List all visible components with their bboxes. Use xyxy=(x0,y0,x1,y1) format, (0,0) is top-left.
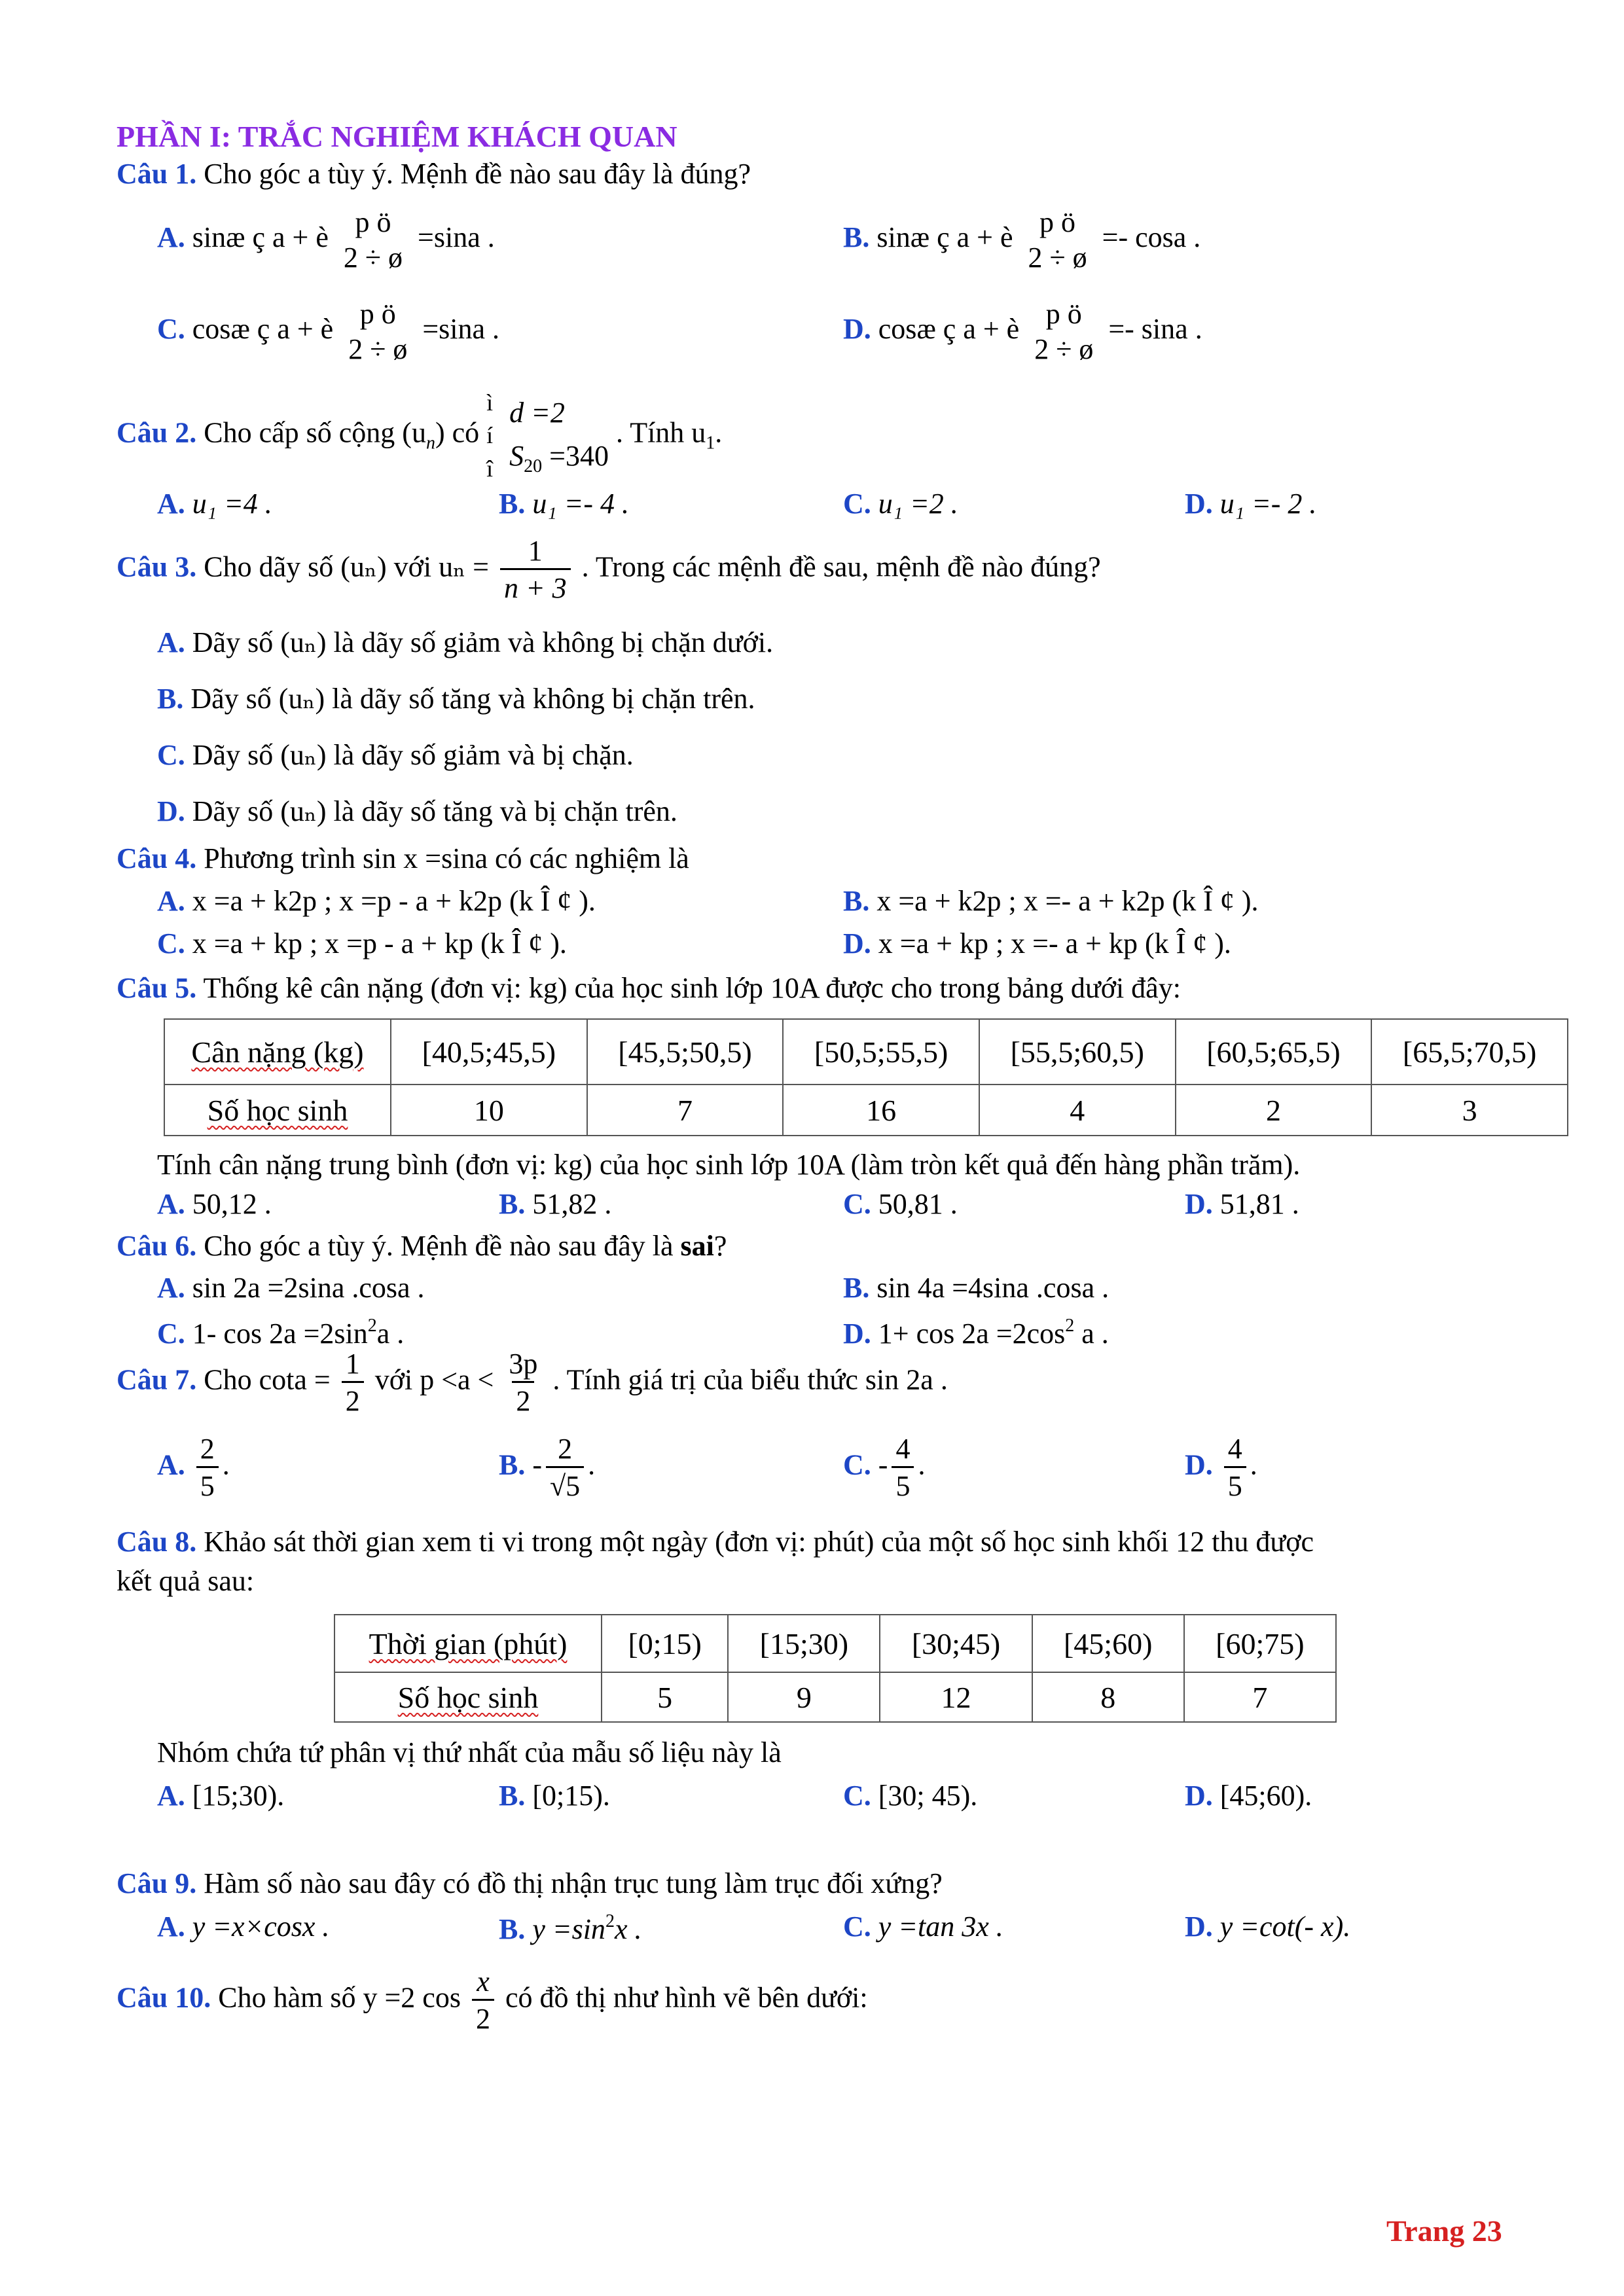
question-8-line-2: kết quả sau: xyxy=(117,1565,255,1597)
q9-option-c[interactable]: C. y =tan 3x . xyxy=(843,1910,1003,1943)
q5-option-d[interactable]: D. 51,81 . xyxy=(1185,1188,1299,1220)
table-cell: [60;75) xyxy=(1184,1615,1336,1672)
q1-option-c[interactable]: C. cosæ ç a + è p ö 2 ÷ ø =sina . xyxy=(157,298,500,365)
q6-option-a[interactable]: A. sin 2a =2sina .cosa . xyxy=(157,1272,425,1304)
table-cell: [30;45) xyxy=(880,1615,1032,1672)
q6-option-c[interactable]: C. 1- $\cos 2a =2\sin^2a$ . xyxy=(157,1316,405,1350)
question-9: Câu 9. Hàm số nào sau đây có đồ thị nhận trục tung làm trục đối xứng? xyxy=(117,1867,943,1899)
q7-option-b[interactable]: B. - $\frac{2}{√5}$ . xyxy=(499,1433,596,1502)
q5-weight-table xyxy=(164,1018,1568,1136)
q8-option-a[interactable]: A. [15;30). xyxy=(157,1780,285,1812)
q7-option-d[interactable]: D. $\frac{4}{5}$ . xyxy=(1185,1433,1257,1502)
section-title: PHẦN I: TRẮC NGHIỆM KHÁCH QUAN xyxy=(117,120,677,153)
q4-option-b[interactable]: B. x =a + k2p ; x =- a + k2p (k Î ¢ ). xyxy=(843,885,1259,917)
table-cell: [60,5;65,5) xyxy=(1176,1019,1372,1085)
question-1 xyxy=(117,160,751,188)
table-header-cell: Cân nặng (kg) xyxy=(164,1019,391,1085)
q5-option-a[interactable]: A. 50,12 . xyxy=(157,1188,272,1220)
table-row xyxy=(334,1672,1336,1722)
q8-option-c[interactable]: C. [30; 45). xyxy=(843,1780,978,1812)
question-4: Câu 4. Phương trình sin x =sina có các nghiệm là xyxy=(117,842,689,874)
question-10: Câu 10. Cho hàm số y =2 cos $\frac{x}{2}$ có đồ thị như hình vẽ bên dưới: xyxy=(117,1965,868,2035)
q8-time-table xyxy=(334,1614,1337,1723)
table-cell: 3 xyxy=(1371,1085,1568,1136)
q1-option-d[interactable]: D. cosæ ç a + è p ö 2 ÷ ø =- sina . xyxy=(843,298,1202,365)
q8-option-d[interactable]: D. [45;60). xyxy=(1185,1780,1312,1812)
table-cell: 4 xyxy=(979,1085,1176,1136)
q8-question: Nhóm chứa tứ phân vị thứ nhất của mẫu số liệu này là xyxy=(157,1736,782,1768)
question-8: Câu 8. Khảo sát thời gian xem ti vi trong một ngày (đơn vị: phút) của một số học sinh khối 12 thu được xyxy=(117,1526,1314,1558)
table-row xyxy=(164,1085,1568,1136)
q3-option-a[interactable]: A. Dãy số (uₙ) là dãy số giảm và không bị chặn dưới. xyxy=(157,626,774,658)
page-number: Trang 23 xyxy=(1386,2214,1502,2248)
question-6: Câu 6. Cho góc a tùy ý. Mệnh đề nào sau đây là sai? xyxy=(117,1230,727,1262)
table-cell: [40,5;45,5) xyxy=(391,1019,587,1085)
table-cell: 2 xyxy=(1176,1085,1372,1136)
q8-option-b[interactable]: B. [0;15). xyxy=(499,1780,610,1812)
table-cell: [15;30) xyxy=(728,1615,880,1672)
q9-option-d[interactable]: D. y =cot(- x). xyxy=(1185,1910,1351,1943)
q5-question: Tính cân nặng trung bình (đơn vị: kg) của học sinh lớp 10A (làm tròn kết quả đến hàng phần trăm). xyxy=(157,1149,1301,1181)
table-cell: 7 xyxy=(587,1085,784,1136)
table-header-cell: Thời gian (phút) xyxy=(334,1615,602,1672)
q1-option-a[interactable]: A. sinæ ç a + è p ö 2 ÷ ø =sina . xyxy=(157,206,495,274)
table-cell: 5 xyxy=(602,1672,728,1722)
table-cell: [0;15) xyxy=(602,1615,728,1672)
q9-option-b[interactable]: B. $y =\sin^2x$ . xyxy=(499,1911,642,1945)
q7-option-c[interactable]: C. - $\frac{4}{5}$ . xyxy=(843,1433,926,1502)
table-cell: [50,5;55,5) xyxy=(783,1019,979,1085)
table-cell: [55,5;60,5) xyxy=(979,1019,1176,1085)
q4-option-c[interactable]: C. x =a + kp ; x =p - a + kp (k Î ¢ ). xyxy=(157,927,567,960)
table-cell: [45,5;50,5) xyxy=(587,1019,784,1085)
q4-option-d[interactable]: D. x =a + kp ; x =- a + kp (k Î ¢ ). xyxy=(843,927,1231,960)
q5-option-c[interactable]: C. 50,81 . xyxy=(843,1188,958,1220)
q3-option-d[interactable]: D. Dãy số (uₙ) là dãy số tăng và bị chặn trên. xyxy=(157,795,677,827)
q9-option-a[interactable]: A. y =x×cosx . xyxy=(157,1910,330,1943)
table-cell: 10 xyxy=(391,1085,587,1136)
question-5: Câu 5. Thống kê cân nặng (đơn vị: kg) của học sinh lớp 10A được cho trong bảng dưới đây: xyxy=(117,972,1181,1004)
question-label: Câu 1. xyxy=(117,158,197,190)
table-row xyxy=(164,1019,1568,1085)
q3-option-b[interactable]: B. Dãy số (uₙ) là dãy số tăng và không bị chặn trên. xyxy=(157,683,755,715)
q6-option-d[interactable]: D. $1+ \cos 2a =2\cos^2$ a . xyxy=(843,1316,1109,1350)
question-text: Cho góc a tùy ý. Mệnh đề nào sau đây là đúng? xyxy=(204,158,751,190)
table-cell: 16 xyxy=(783,1085,979,1136)
q2-option-b[interactable]: B. u₁ =- 4 . xyxy=(499,488,629,520)
table-cell: 7 xyxy=(1184,1672,1336,1722)
table-cell: 8 xyxy=(1032,1672,1184,1722)
q7-option-a[interactable]: A. $\frac{2}{5}$ . xyxy=(157,1433,230,1502)
table-cell: [65,5;70,5) xyxy=(1371,1019,1568,1085)
q1-option-b[interactable]: B. sinæ ç a + è p ö 2 ÷ ø =- cosa . xyxy=(843,206,1201,274)
question-2: Câu 2. Cho cấp số cộng $(u_n)$ có ì í î d =2 $S_{20} =340$ . Tính $u_1$. xyxy=(117,389,723,482)
table-row xyxy=(334,1615,1336,1672)
table-header-cell: Số học sinh xyxy=(164,1085,391,1136)
table-cell: [45;60) xyxy=(1032,1615,1184,1672)
q3-option-c[interactable]: C. Dãy số (uₙ) là dãy số giảm và bị chặn. xyxy=(157,739,634,771)
q2-option-a[interactable]: A. u₁ =4 . xyxy=(157,488,272,520)
q2-option-d[interactable]: D. u₁ =- 2 . xyxy=(1185,488,1317,520)
q2-option-c[interactable]: C. u₁ =2 . xyxy=(843,488,958,520)
question-3: Câu 3. Cho dãy số (uₙ) với uₙ = $\frac{1}{n + 3}$ . Trong các mệnh đề sau, mệnh đề nào đúng? xyxy=(117,535,1101,604)
table-cell: 9 xyxy=(728,1672,880,1722)
q6-option-b[interactable]: B. sin 4a =4sina .cosa . xyxy=(843,1272,1110,1304)
table-cell: 12 xyxy=(880,1672,1032,1722)
table-header-cell: Số học sinh xyxy=(334,1672,602,1722)
question-7: Câu 7. Cho cota = $\frac{1}{2}$ với p <a < $\frac{3p}{2}$ . Tính giá trị của biểu thức sin 2a . xyxy=(117,1348,948,1417)
q4-option-a[interactable]: A. x =a + k2p ; x =p - a + k2p (k Î ¢ ). xyxy=(157,885,596,917)
q5-option-b[interactable]: B. 51,82 . xyxy=(499,1188,612,1220)
